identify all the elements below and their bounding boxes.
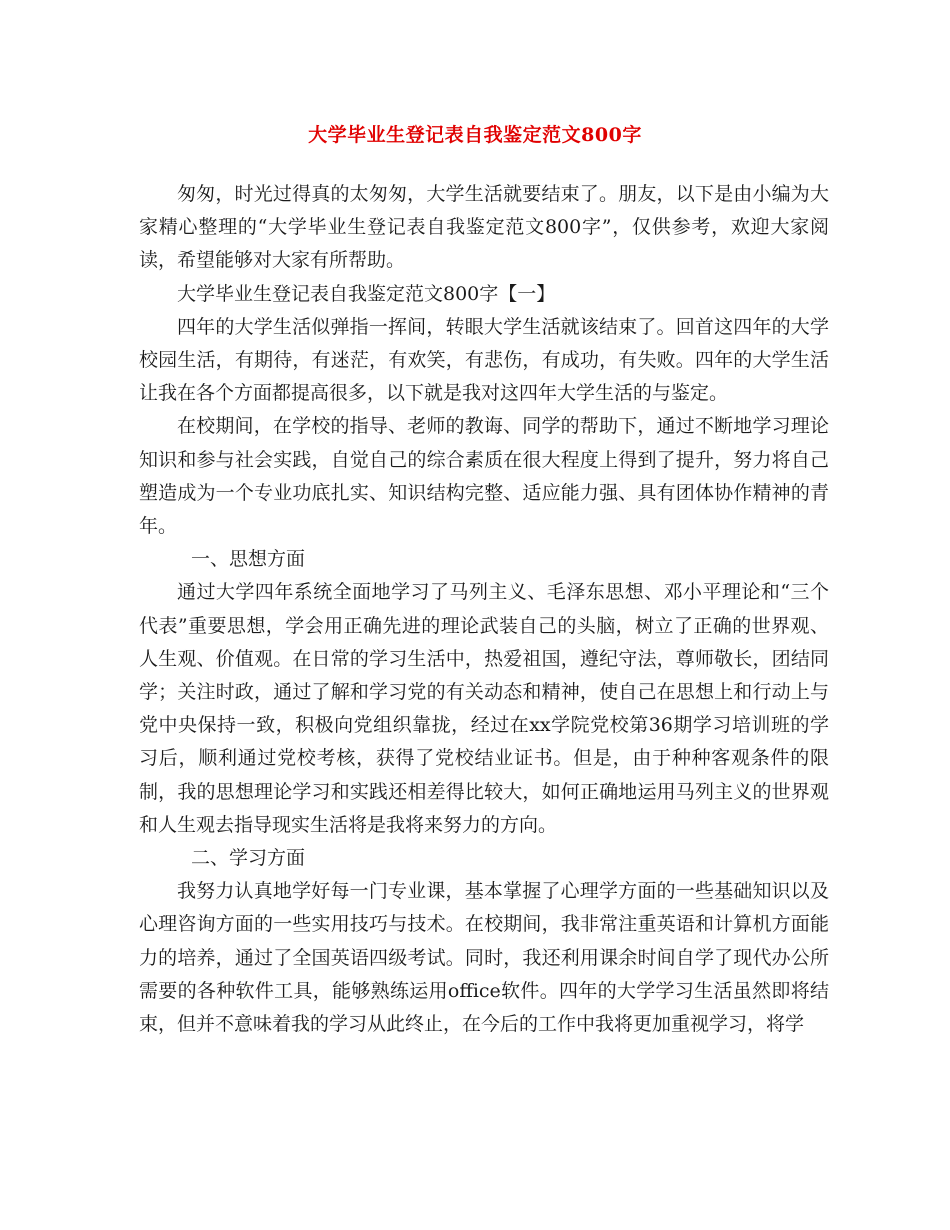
document-title: 大学毕业生登记表自我鉴定范文800字: [308, 124, 642, 146]
body-paragraph: 通过大学四年系统全面地学习了马列主义、毛泽东思想、邓小平理论和“三个代表”重要思想，学会用正确先进的理论武装自己的头脑，树立了正确的世界观、人生观、价值观。在日常的学习生活中，热爱祖国，遵纪守法，尊师敬长，团结同学；关注时政，通过了解和学习党的有关动态和精神，使自己在思想上和行动上与党中央保持一致，积极向党组织靠拢，经过在xx学院党校第36期学习培训班的学习后，顺利通过党校考核，获得了党校结业证书。但是，由于种种客观条件的限制，我的思想理论学习和实践还相差得比较大，如何正确地运用马列主义的世界观和人生观去指导现实生活将是我将来努力的方向。: [139, 581, 829, 836]
section-heading-study: 二、学习方面: [191, 847, 306, 870]
section-heading-thought: 一、思想方面: [191, 548, 306, 571]
body-paragraph: 四年的大学生活似弹指一挥间，转眼大学生活就该结束了。回首这四年的大学校园生活，有期待，有迷茫，有欢笑，有悲伤，有成功，有失败。四年的大学生活让我在各个方面都提高很多，以下就是我对这四年大学生活的与鉴定。: [139, 315, 829, 405]
body-paragraph: 我努力认真地学好每一门专业课，基本掌握了心理学方面的一些基础知识以及心理咨询方面的一些实用技巧与技术。在校期间，我非常注重英语和计算机方面能力的培养，通过了全国英语四级考试。同时，我还利用课余时间自学了现代办公所需要的各种软件工具，能够熟练运用office软件。四年的大学学习生活虽然即将结束，但并不意味着我的学习从此终止，在今后的工作中我将更加重视学习，将学: [139, 880, 829, 1036]
intro-paragraph: 匆匆，时光过得真的太匆匆，大学生活就要结束了。朋友，以下是由小编为大家精心整理的“大学毕业生登记表自我鉴定范文800字”，仅供参考，欢迎大家阅读，希望能够对大家有所帮助。: [139, 183, 829, 272]
section-subtitle: 大学毕业生登记表自我鉴定范文800字【一】: [177, 282, 556, 305]
document-body: [139, 178, 829, 1041]
body-paragraph: 在校期间，在学校的指导、老师的教诲、同学的帮助下，通过不断地学习理论知识和参与社会实践，自觉自己的综合素质在很大程度上得到了提升，努力将自己塑造成为一个专业功底扎实、知识结构完整、适应能力强、具有团体协作精神的青年。: [139, 415, 829, 538]
